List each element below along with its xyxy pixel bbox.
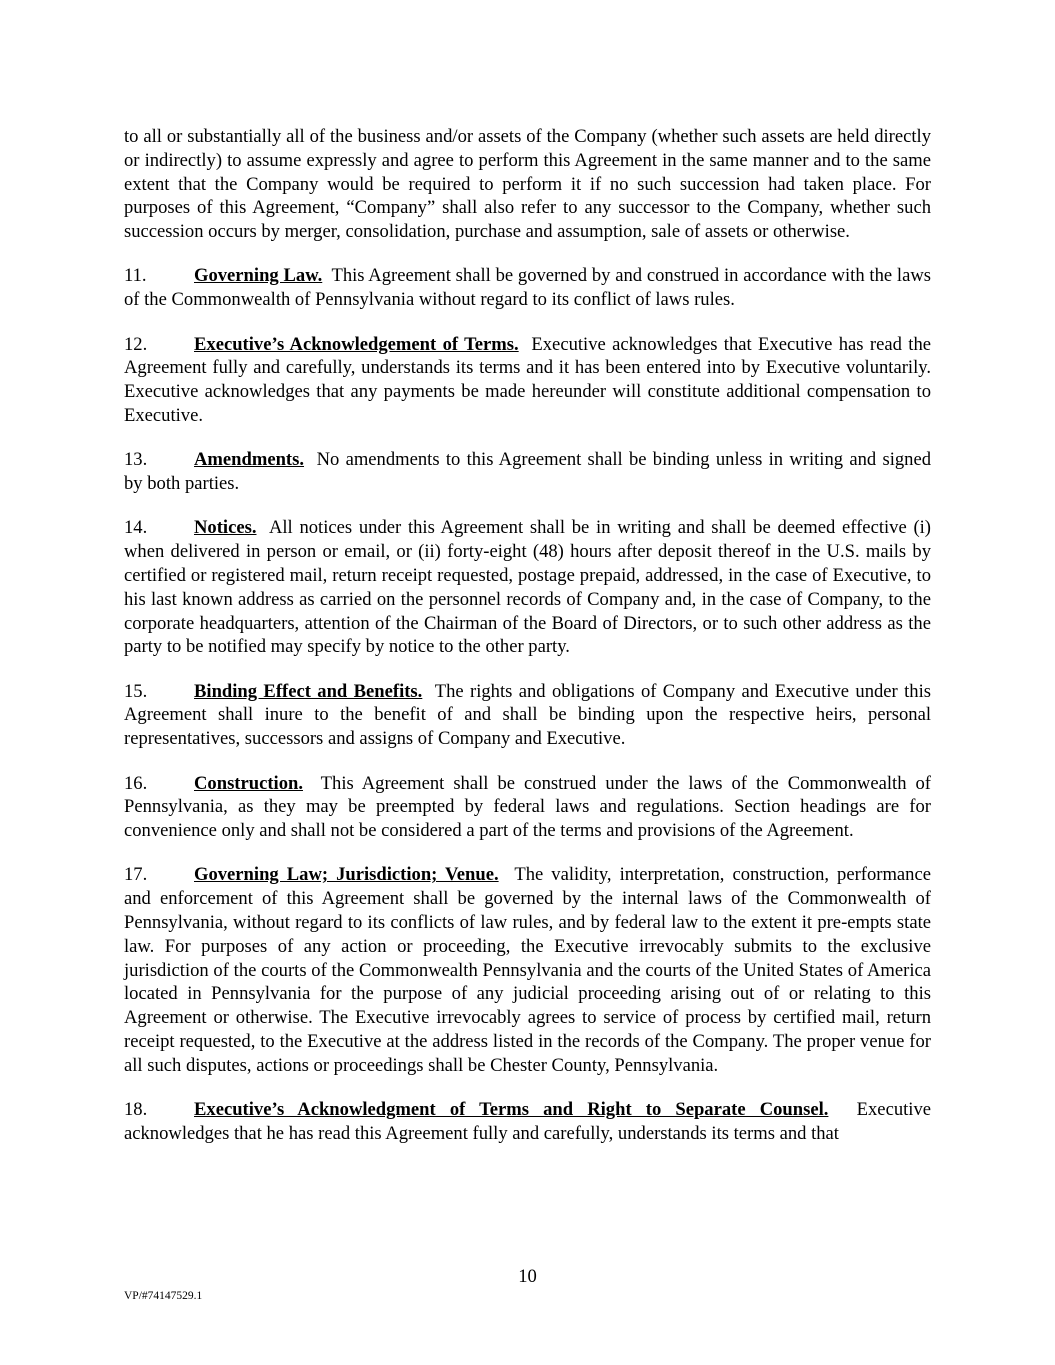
section-text: This Agreement shall be construed under the laws of the Commonwealth of Pennsylvania, as they may be preempted by federal laws and regulations. Section headings are for convenience only and shall not be considered a part of the terms and provisions of the Agreement.	[124, 772, 931, 842]
section-heading: Governing Law.	[194, 265, 323, 287]
section-number: 11.	[124, 265, 147, 287]
section-heading: Binding Effect and Benefits.	[194, 680, 423, 702]
section-number: 16.	[124, 772, 148, 794]
section-11	[124, 264, 931, 312]
section-12	[124, 333, 931, 428]
section-text: Executive acknowledges that he has read this Agreement fully and carefully, understands its terms and that	[124, 1099, 931, 1144]
section-number: 14.	[124, 517, 148, 539]
continuation-paragraph: to all or substantially all of the business and/or assets of the Company (whether such assets are held directly or indirectly) to assume expressly and agree to perform this Agreement in the same manner and to the same extent that the Company would be required to perform it if no such succession had taken place. For purposes of this Agreement, “Company” shall also refer to any successor to the Company, whether such succession occurs by merger, consolidation, purchase and assumption, sale of assets or otherwise.	[124, 126, 931, 243]
section-number: 17.	[124, 864, 148, 886]
section-text: Executive acknowledges that Executive has read the Agreement fully and carefully, understands its terms and it has been entered into by Executive voluntarily. Executive acknowledges that any payments be made hereunder will constitute additional compensation to Executive.	[124, 333, 931, 426]
section-heading: Governing Law; Jurisdiction; Venue.	[194, 864, 499, 886]
section-text: All notices under this Agreement shall be in writing and shall be deemed effective (i) when delivered in person or email, or (ii) forty-eight (48) hours after deposit thereof in the U.S. mails by certified or registered mail, return receipt requested, postage prepaid, addressed, in the case of Executive, to his last known address as carried on the personnel records of Company and, in the case of Company, to the corporate headquarters, attention of the Chairman of the Board of Directors, or to such other address as the party to be notified may specify by notice to the other party.	[124, 517, 931, 658]
section-13	[124, 448, 931, 496]
section-heading: Amendments.	[194, 449, 305, 471]
section-18	[124, 1098, 931, 1146]
section-text: This Agreement shall be governed by and construed in accordance with the laws of the Commonwealth of Pennsylvania without regard to its conflict of laws rules.	[124, 265, 932, 311]
section-number: 12.	[124, 333, 148, 355]
section-15	[124, 680, 931, 751]
section-heading: Notices.	[194, 517, 257, 539]
section-number: 13.	[124, 449, 148, 471]
section-text: The rights and obligations of Company and Executive under this Agreement shall inure to the benefit of and shall be binding upon the respective heirs, personal representatives, successors and assigns of Company and Executive.	[124, 680, 931, 750]
section-14	[124, 516, 931, 659]
section-number: 15.	[124, 680, 148, 702]
section-16	[124, 772, 931, 843]
page-number: 10	[518, 1266, 537, 1287]
section-text: No amendments to this Agreement shall be binding unless in writing and signed by both parties.	[124, 449, 932, 495]
section-heading: Construction.	[194, 772, 303, 794]
section-heading: Executive’s Acknowledgment of Terms and Right to Separate Counsel.	[194, 1099, 829, 1121]
section-17	[124, 863, 931, 1077]
section-number: 18.	[124, 1099, 148, 1121]
document-body	[124, 125, 931, 1166]
section-heading: Executive’s Acknowledgement of Terms.	[194, 333, 519, 355]
section-text: The validity, interpretation, construction, performance and enforcement of this Agreement shall be governed by the internal laws of the Commonwealth of Pennsylvania, without regard to its conflicts of law rules, and by federal law to the extent it pre-empts state law. For purposes of any action or proceeding, the Executive irrevocably submits to the exclusive jurisdiction of the courts of the Commonwealth Pennsylvania and the courts of the United States of America located in Pennsylvania for the purpose of any judicial proceeding arising out of or relating to this Agreement or otherwise. The Executive irrevocably agrees to service of process by certified mail, return receipt requested, to the Executive at the address listed in the records of the Company. The proper venue for all such disputes, actions or proceedings shall be Chester County, Pennsylvania.	[124, 864, 931, 1076]
document-id: VP/#74147529.1	[124, 1290, 203, 1302]
